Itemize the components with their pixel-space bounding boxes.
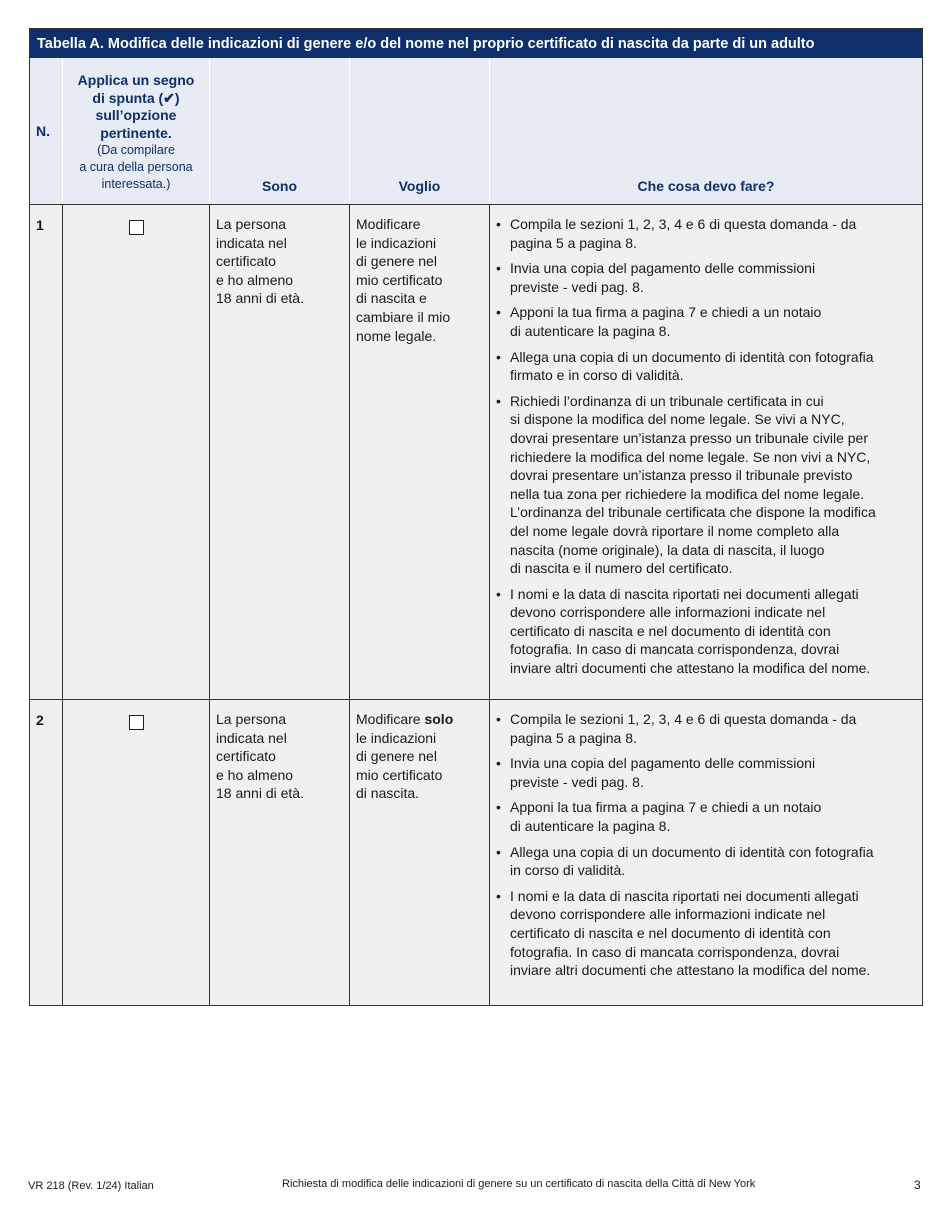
row-voglio-text: Modificare le indicazioni di genere nel mio certificato di nascita e cambiare il mio nome legale. (350, 205, 490, 699)
table-row (30, 204, 922, 699)
option-1-checkbox[interactable] (129, 220, 144, 235)
list-item: • Apponi la tua firma a pagina 7 e chiedi a un notaio di autenticare la pagina 8. (496, 303, 916, 340)
header-apply-instruction: Applica un segno di spunta (✔) sull’opzione pertinente. (77, 72, 195, 141)
row-instructions (490, 700, 922, 1005)
row-instructions (490, 205, 922, 699)
row-checkbox-cell (63, 700, 210, 1005)
table-title: Tabella A. Modifica delle indicazioni di genere e/o del nome nel proprio certificato di nascita da parte di un adulto (30, 29, 922, 58)
form-id: VR 218 (Rev. 1/24) Italian (28, 1180, 154, 1192)
table-header-row (30, 58, 922, 204)
header-apply-check (63, 58, 210, 204)
instruction-list (490, 700, 922, 980)
page-number: 3 (914, 1178, 921, 1192)
row-number: 2 (30, 700, 63, 1005)
gender-change-table (29, 28, 923, 1006)
list-item: • Invia una copia del pagamento delle commissioni previste - vedi pag. 8. (496, 754, 916, 791)
list-item: • I nomi e la data di nascita riportati nei documenti allegati devono corrispondere alle informazioni indicate nel certificato di nascita e nel documento di identità con fotografia. In caso di mancata corrispondenza, dovrai inviare altri documenti che attestano la modifica del nome. (496, 585, 916, 678)
row-checkbox-cell (63, 205, 210, 699)
header-number: N. (30, 58, 63, 204)
list-item: • Compila le sezioni 1, 2, 3, 4 e 6 di questa domanda - da pagina 5 a pagina 8. (496, 710, 916, 747)
list-item: • Compila le sezioni 1, 2, 3, 4 e 6 di questa domanda - da pagina 5 a pagina 8. (496, 215, 916, 252)
list-item: • I nomi e la data di nascita riportati nei documenti allegati devono corrispondere alle informazioni indicate nel certificato di nascita e nel documento di identità con fotografia. In caso di mancata corrispondenza, dovrai inviare altri documenti che attestano la modifica del nome. (496, 887, 916, 980)
header-apply-note: (Da compilare a cura della persona interessata.) (79, 143, 193, 191)
document-title: Richiesta di modifica delle indicazioni di genere su un certificato di nascita della Città di New York (282, 1178, 756, 1190)
header-che-cosa-fare: Che cosa devo fare? (637, 178, 775, 194)
row-voglio-text: Modificare solo le indicazioni di genere nel mio certificato di nascita. (350, 700, 490, 1005)
row-sono-text: La persona indicata nel certificato e ho almeno 18 anni di età. (210, 205, 350, 699)
list-item: • Allega una copia di un documento di identità con fotografia firmato e in corso di validità. (496, 348, 916, 385)
table-row (30, 699, 922, 1005)
row-sono-text: La persona indicata nel certificato e ho almeno 18 anni di età. (210, 700, 350, 1005)
list-item: • Apponi la tua firma a pagina 7 e chiedi a un notaio di autenticare la pagina 8. (496, 798, 916, 835)
instruction-list (490, 205, 922, 678)
list-item: • Invia una copia del pagamento delle commissioni previste - vedi pag. 8. (496, 259, 916, 296)
row-number: 1 (30, 205, 63, 699)
list-item: • Allega una copia di un documento di identità con fotografia in corso di validità. (496, 843, 916, 880)
option-2-checkbox[interactable] (129, 715, 144, 730)
header-sono: Sono (210, 58, 350, 204)
header-voglio: Voglio (350, 58, 490, 204)
emphasis-solo: solo (424, 711, 454, 727)
list-item: • Richiedi l’ordinanza di un tribunale certificata in cui si dispone la modifica del nome legale. Se vivi a NYC, dovrai presentare un’istanza presso un tribunale civile per richiedere la modifica del nome legale. Se non vivi a NYC, dovrai presentare un’istanza presso il tribunale previsto nella tua zona per richiedere la modifica del nome legale. L’ordinanza del tribunale certificata che dispone la modifica del nome legale dovrà riportare il nome completo alla nascita (nome originale), la data di nascita, il luogo di nascita e il numero del certificato. (496, 392, 916, 578)
